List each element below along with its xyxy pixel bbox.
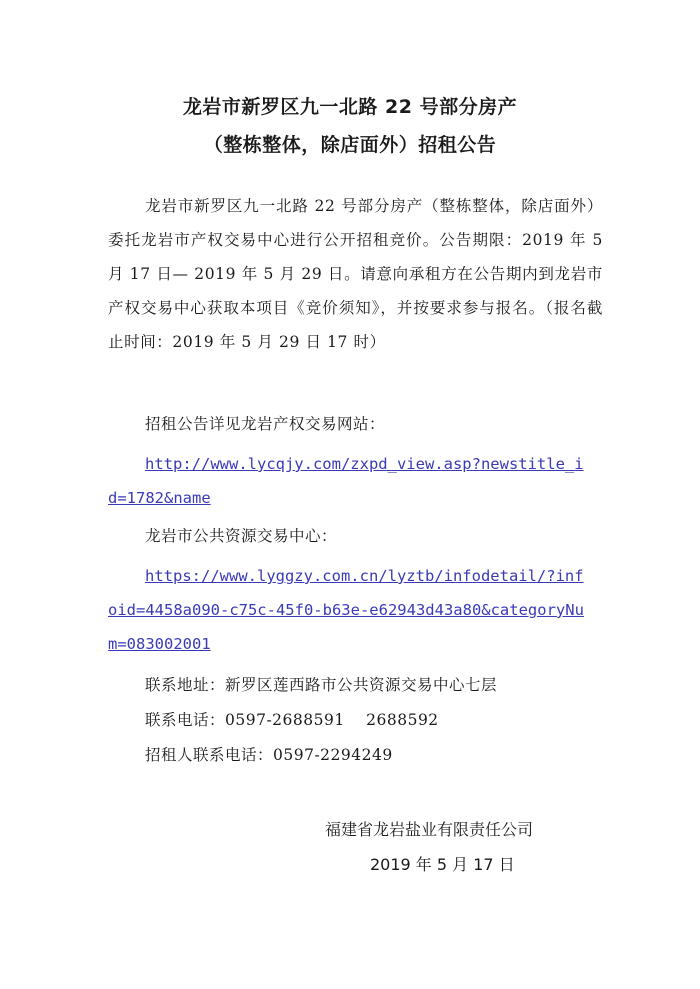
- center-label: 龙岩市公共资源交易中心：: [145, 527, 338, 545]
- signature-company: 福建省龙岩盐业有限责任公司: [325, 820, 534, 839]
- notice-paragraph: 龙岩市新罗区九一北路 22 号部分房产（整栋整体，除店面外）委托龙岩市产权交易中心进行公开招租竞价。公告期限：2019 年 5 月 17 日— 2019 年 5 月 29 日。请意向承租方在公告期内到龙岩市产权交易中心获取本项目《竞价须知》，并按要求参与报名。（报名截止时间：2019 年 5 月 29 日 17 时）: [108, 197, 603, 351]
- contact-phone: 联系电话：0597-2688591 2688592: [145, 711, 439, 729]
- signature-date: 2019 年 5 月 17 日: [370, 855, 515, 874]
- lessor-phone: 招租人联系电话：0597-2294249: [145, 746, 393, 764]
- notice-title-line2: （整栋整体，除店面外）招租公告: [203, 134, 497, 156]
- detail-label: 招租公告详见龙岩产权交易网站：: [145, 415, 386, 433]
- detail-link[interactable]: http://www.lycqjy.com/zxpd_view.asp?newstitle_id=1782&name: [108, 455, 584, 507]
- contact-address: 联系地址：新罗区莲西路市公共资源交易中心七层: [145, 676, 498, 694]
- notice-title-line1: 龙岩市新罗区九一北路 22 号部分房产: [182, 96, 518, 118]
- center-link[interactable]: https://www.lyggzy.com.cn/lyztb/infodetail/?infoid=4458a090-c75c-45f0-b63e-e62943d43a80&categoryNum=083002001: [108, 567, 584, 653]
